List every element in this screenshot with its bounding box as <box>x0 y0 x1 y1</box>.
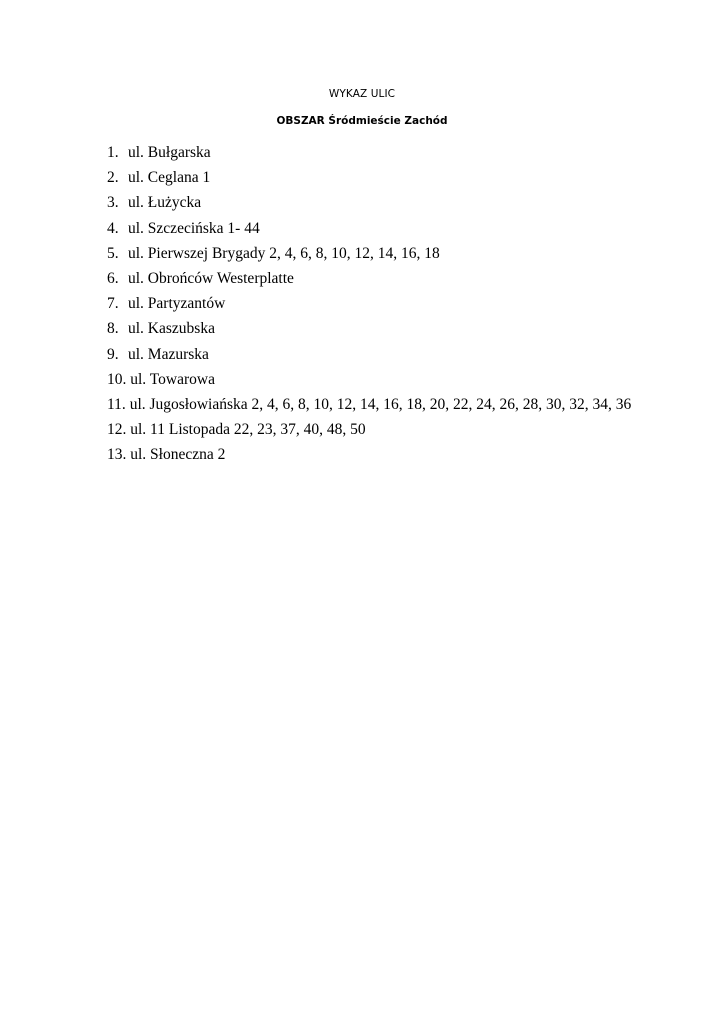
street-name: ul. Słoneczna 2 <box>130 446 226 464</box>
street-name: ul. Ceglana 1 <box>128 169 211 187</box>
street-name: ul. Obrońców Westerplatte <box>128 270 294 288</box>
list-item-number: 2. <box>107 169 119 187</box>
street-name: ul. Partyzantów <box>128 295 226 313</box>
list-item <box>107 291 631 316</box>
list-item-number: 10. <box>107 370 127 388</box>
street-name: ul. 11 Listopada 22, 23, 37, 40, 48, 50 <box>130 421 366 439</box>
list-item-number: 13. <box>107 446 127 464</box>
list-item <box>107 392 631 417</box>
list-item <box>107 140 631 165</box>
document-title: WYKAZ ULIC <box>328 88 396 100</box>
street-name: ul. Mazurska <box>128 345 209 363</box>
list-item-number: 6. <box>107 270 119 288</box>
list-item-number: 7. <box>107 295 119 313</box>
list-item <box>107 266 631 291</box>
list-item <box>107 342 631 367</box>
list-item <box>107 241 631 266</box>
list-item-number: 1. <box>107 144 119 161</box>
street-name: ul. Pierwszej Brygady 2, 4, 6, 8, 10, 12, 14, 16, 18 <box>128 244 440 262</box>
street-name: ul. Łużycka <box>128 194 202 212</box>
list-item <box>107 316 631 341</box>
list-item-number: 5. <box>107 244 119 262</box>
list-item-number: 11. <box>107 396 126 414</box>
list-item <box>107 165 631 190</box>
list-item <box>107 442 631 467</box>
list-item <box>107 216 631 241</box>
list-item-number: 8. <box>107 320 119 338</box>
document-subtitle: OBSZAR Śródmieście Zachód <box>276 115 448 127</box>
list-item <box>107 190 631 215</box>
list-item-number: 12. <box>107 421 127 439</box>
street-name: ul. Szczecińska 1- 44 <box>128 219 260 237</box>
list-item <box>107 367 631 392</box>
street-name: ul. Bułgarska <box>128 144 211 161</box>
list-item-number: 3. <box>107 194 119 212</box>
list-item-number: 4. <box>107 219 119 237</box>
street-name: ul. Kaszubska <box>128 320 215 338</box>
street-name: ul. Towarowa <box>130 370 215 388</box>
list-item-number: 9. <box>107 345 119 363</box>
street-name: ul. Jugosłowiańska 2, 4, 6, 8, 10, 12, 14, 16, 18, 20, 22, 24, 26, 28, 30, 32, 34, 36 <box>129 396 632 414</box>
street-list <box>107 140 631 468</box>
list-item <box>107 417 631 442</box>
